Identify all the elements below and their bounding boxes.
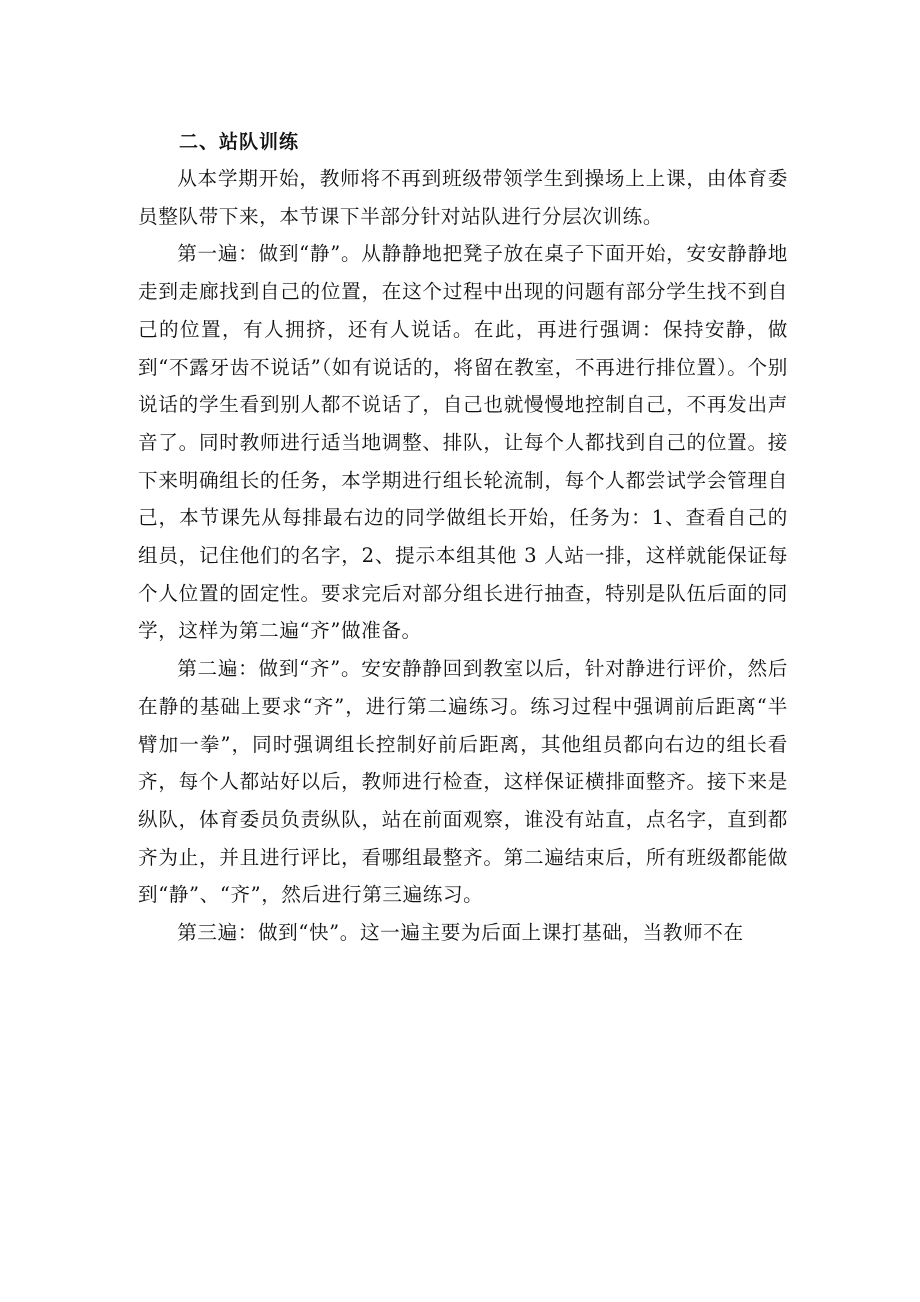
paragraph-intro: 从本学期开始，教师将不再到班级带领学生到操场上上课，由体育委员整队带下来，本节课下半部分针对站队进行分层次训练。	[138, 167, 788, 228]
section-heading: 二、站队训练	[179, 131, 300, 153]
paragraph-step-one: 第一遍：做到“静”。从静静地把凳子放在桌子下面开始，安安静静地走到走廊找到自己的位置，在这个过程中出现的问题有部分学生找不到自己的位置，有人拥挤，还有人说话。在此，再进行强调：保持安静，做到“不露牙齿不说话”（如有说话的，将留在教室，不再进行排位置）。个别说话的学生看到别人都不说话了，自己也就慢慢地控制自己，不再发出声音了。同时教师进行适当地调整、排队，让每个人都找到自己的位置。接下来明确组长的任务，本学期进行组长轮流制，每个人都尝试学会管理自己，本节课先从每排最右边的同学做组长开始，任务为：1、查看自己的组员，记住他们的名字，2、提示本组其他 3 人站一排，这样就能保证每个人位置的固定性。要求完后对部分组长进行抽查，特别是队伍后面的同学，这样为第二遍“齐”做准备。	[138, 242, 788, 643]
document-body	[138, 124, 788, 952]
paragraph-step-three: 第三遍：做到“快”。这一遍主要为后面上课打基础，当教师不在	[177, 921, 744, 945]
paragraph-step-two: 第二遍：做到“齐”。安安静静回到教室以后，针对静进行评价，然后在静的基础上要求“齐”，进行第二遍练习。练习过程中强调前后距离“半臂加一拳”，同时强调组长控制好前后距离，其他组员都向右边的组长看齐，每个人都站好以后，教师进行检查，这样保证横排面整齐。接下来是纵队，体育委员负责纵队，站在前面观察，谁没有站直，点名字，直到都齐为止，并且进行评比，看哪组最整齐。第二遍结束后，所有班级都能做到“静”、“齐”，然后进行第三遍练习。	[138, 657, 788, 907]
